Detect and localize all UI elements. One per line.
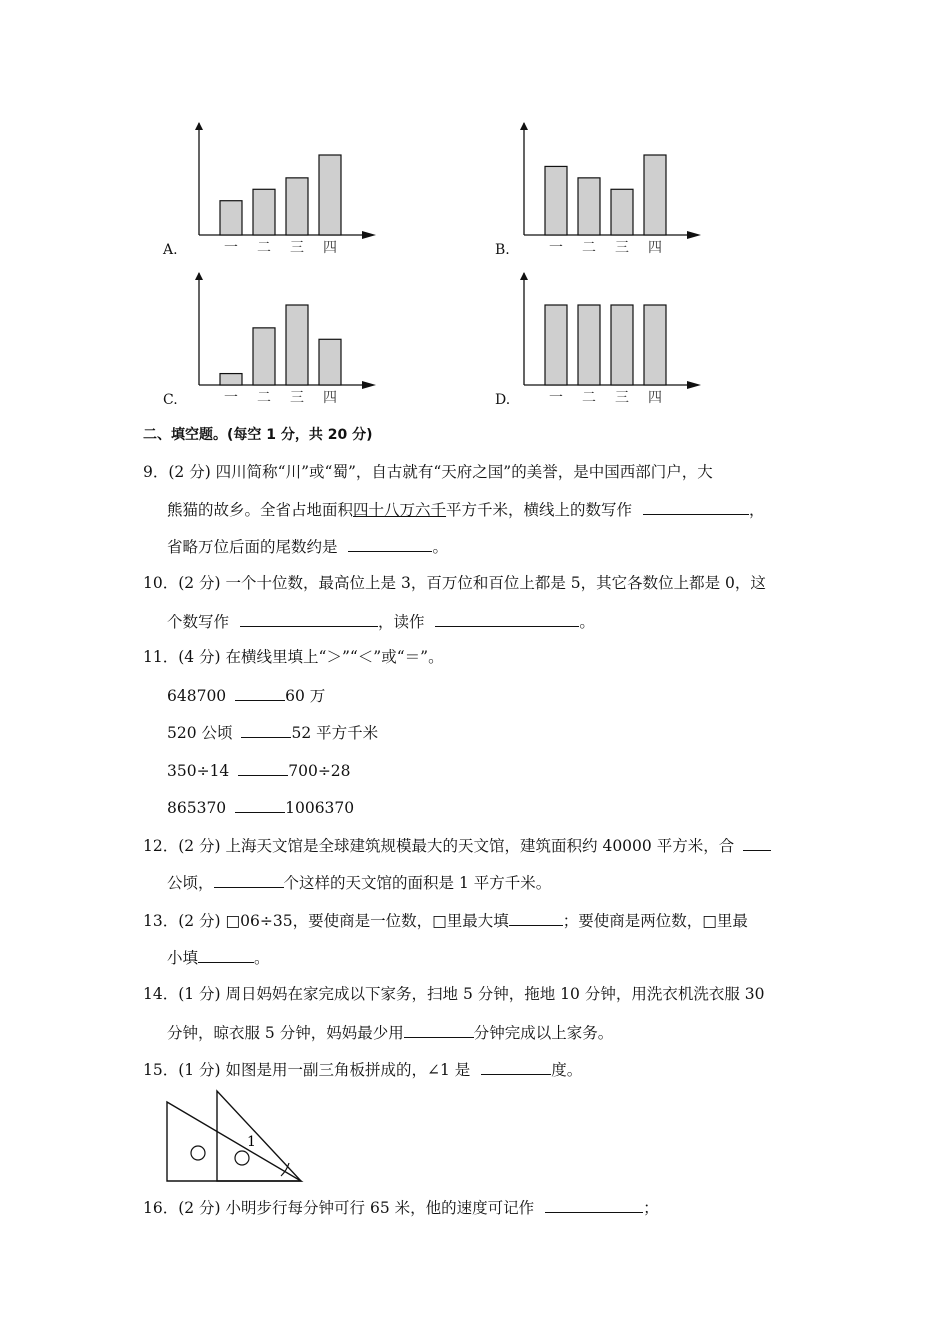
- q9-underlined-number: 四十八万六千: [353, 501, 447, 519]
- q13-line1: [143, 909, 748, 931]
- q13-blank-1[interactable]: [509, 909, 563, 926]
- q12-blank-1[interactable]: [743, 834, 771, 851]
- tick-label-3: 三: [290, 390, 304, 406]
- chart-d: [505, 270, 705, 420]
- tick-label-1: 一: [224, 390, 238, 406]
- bar-1: [220, 201, 242, 235]
- bar-3: [611, 305, 633, 385]
- tick-label-1: 一: [549, 390, 563, 406]
- q13-text-d: 。: [254, 949, 270, 967]
- q14-blank-1[interactable]: [404, 1021, 474, 1038]
- x-axis-arrow-icon: [687, 231, 701, 239]
- q14-text-a: 分钟，晾衣服 5 分钟，妈妈最少用: [167, 1024, 404, 1042]
- q14-line1: 14．(1 分) 周日妈妈在家完成以下家务，扫地 5 分钟，拖地 10 分钟，用洗衣机洗衣服 30: [143, 985, 765, 1003]
- q11-item-1-right: 60 万: [285, 687, 326, 705]
- q11-item-4: [167, 796, 354, 818]
- chart-c: [180, 270, 380, 420]
- bar-4: [644, 305, 666, 385]
- q9-line1: 9．(2 分) 四川简称“川”或“蜀”，自古就有“天府之国”的美誉，是中国西部门户，大: [143, 463, 713, 481]
- q16-text-b: ；: [643, 1199, 659, 1217]
- triangle-right: [217, 1091, 301, 1181]
- option-b-label: B.: [495, 242, 510, 258]
- tick-label-4: 四: [648, 240, 662, 256]
- q11-item-4-left: 865370: [167, 799, 227, 817]
- q15-line1: [143, 1058, 582, 1080]
- q16-blank-1[interactable]: [545, 1196, 643, 1213]
- option-c-label: C.: [163, 392, 178, 408]
- bar-3: [611, 189, 633, 235]
- q11-item-4-right: 1006370: [285, 799, 355, 817]
- q9-text-b: 平方千米，横线上的数写作: [446, 501, 633, 519]
- chart-d-svg: [505, 270, 705, 420]
- q11-blank-4[interactable]: [235, 796, 285, 813]
- q11-item-2-right: 52 平方千米: [291, 724, 379, 742]
- tick-label-2: 二: [582, 390, 596, 406]
- bar-4: [644, 155, 666, 235]
- x-axis-arrow-icon: [362, 381, 376, 389]
- q9-line2: [167, 498, 765, 520]
- chart-a-svg: [180, 120, 380, 270]
- x-axis-arrow-icon: [687, 381, 701, 389]
- q11-item-1-left: 648700: [167, 687, 227, 705]
- q15-text-a: 15．(1 分) 如图是用一副三角板拼成的，∠1 是: [143, 1061, 471, 1079]
- q11-blank-3[interactable]: [238, 759, 288, 776]
- tick-label-4: 四: [323, 390, 337, 406]
- q10-blank-1[interactable]: [240, 610, 378, 627]
- q12-line2: [167, 871, 551, 893]
- q13-blank-2[interactable]: [198, 946, 254, 963]
- q13-text-c: 小填: [167, 949, 199, 967]
- q16-line1: [143, 1196, 659, 1218]
- y-axis-arrow-icon: [195, 272, 203, 280]
- q12-text-c: 个这样的天文馆的面积是 1 平方千米。: [283, 874, 552, 892]
- q9-text-d: 省略万位后面的尾数约是: [167, 538, 338, 556]
- q13-text-b: ；要使商是两位数，□里最: [562, 912, 748, 930]
- angle-1-label: 1: [247, 1134, 256, 1150]
- q12-text-a: 12．(2 分) 上海天文馆是全球建筑规模最大的天文馆，建筑面积约 40000 平方米，合: [143, 837, 735, 855]
- triangle-figure: [163, 1088, 308, 1190]
- tick-label-3: 三: [290, 240, 304, 256]
- q11-item-3-left: 350÷14: [167, 762, 230, 780]
- tick-label-3: 三: [615, 240, 629, 256]
- x-axis-arrow-icon: [362, 231, 376, 239]
- q11-blank-2[interactable]: [241, 721, 291, 738]
- bar-1: [545, 305, 567, 385]
- q11-line1: 11．(4 分) 在横线里填上“＞”“＜”或“＝”。: [143, 648, 444, 666]
- option-d-label: D.: [495, 392, 511, 408]
- q13-line2: [167, 946, 270, 968]
- triangle-figure-svg: [163, 1088, 308, 1186]
- bar-2: [578, 305, 600, 385]
- q9-text-a: 熊猫的故乡。全省占地面积: [167, 501, 354, 519]
- option-a-label: A.: [163, 242, 178, 258]
- q9-blank-2[interactable]: [348, 535, 432, 552]
- q9-text-e: 。: [432, 538, 448, 556]
- chart-b-svg: [505, 120, 705, 270]
- section-title: 二、填空题。(每空 1 分，共 20 分): [143, 427, 373, 443]
- q11-item-3: [167, 759, 351, 781]
- q9-text-c: ，: [748, 501, 765, 519]
- tick-label-4: 四: [323, 240, 337, 256]
- chart-a: [180, 120, 380, 270]
- q10-line2: [167, 610, 595, 632]
- tick-label-3: 三: [615, 390, 629, 406]
- q11-item-2: [167, 721, 378, 743]
- bar-1: [220, 374, 242, 385]
- q11-item-2-left: 520 公顷: [167, 724, 233, 742]
- tick-label-2: 二: [257, 240, 271, 256]
- bar-1: [545, 166, 567, 235]
- q9-line3: [167, 535, 448, 557]
- y-axis-arrow-icon: [520, 272, 528, 280]
- q14-text-b: 分钟完成以上家务。: [473, 1024, 614, 1042]
- q14-line2: [167, 1021, 613, 1043]
- hole-left-icon: [191, 1146, 205, 1160]
- chart-c-svg: [180, 270, 380, 420]
- y-axis-arrow-icon: [195, 122, 203, 130]
- tick-label-1: 一: [549, 240, 563, 256]
- q15-text-b: 度。: [551, 1061, 583, 1079]
- q10-text-c: 。: [579, 613, 595, 631]
- hole-right-icon: [235, 1151, 249, 1165]
- bar-2: [253, 328, 275, 385]
- q11-blank-1[interactable]: [235, 684, 285, 701]
- q15-blank-1[interactable]: [481, 1058, 551, 1075]
- tick-label-2: 二: [582, 240, 596, 256]
- q9-blank-1[interactable]: [643, 498, 749, 515]
- q10-text-a: 个数写作: [167, 613, 230, 631]
- q11-item-1: [167, 684, 325, 706]
- bar-2: [578, 178, 600, 235]
- q12-line1: [143, 834, 771, 856]
- tick-label-4: 四: [648, 390, 662, 406]
- q11-item-3-right: 700÷28: [288, 762, 351, 780]
- bar-3: [286, 178, 308, 235]
- q10-text-b: ，读作: [377, 613, 425, 631]
- q12-blank-2[interactable]: [214, 871, 284, 888]
- q10-line1: 10．(2 分) 一个十位数，最高位上是 3，百万位和百位上都是 5，其它各数位上都是 0，这: [143, 574, 766, 592]
- q10-blank-2[interactable]: [435, 610, 579, 627]
- chart-b: [505, 120, 705, 270]
- bar-4: [319, 339, 341, 385]
- bar-3: [286, 305, 308, 385]
- triangle-left: [167, 1102, 301, 1181]
- y-axis-arrow-icon: [520, 122, 528, 130]
- bar-2: [253, 189, 275, 235]
- tick-label-1: 一: [224, 240, 238, 256]
- q13-text-a: 13．(2 分) □06÷35，要使商是一位数，□里最大填: [143, 912, 509, 930]
- bar-4: [319, 155, 341, 235]
- q16-text-a: 16．(2 分) 小明步行每分钟可行 65 米，他的速度可记作: [143, 1199, 535, 1217]
- tick-label-2: 二: [257, 390, 271, 406]
- q12-text-b: 公顷，: [167, 874, 214, 892]
